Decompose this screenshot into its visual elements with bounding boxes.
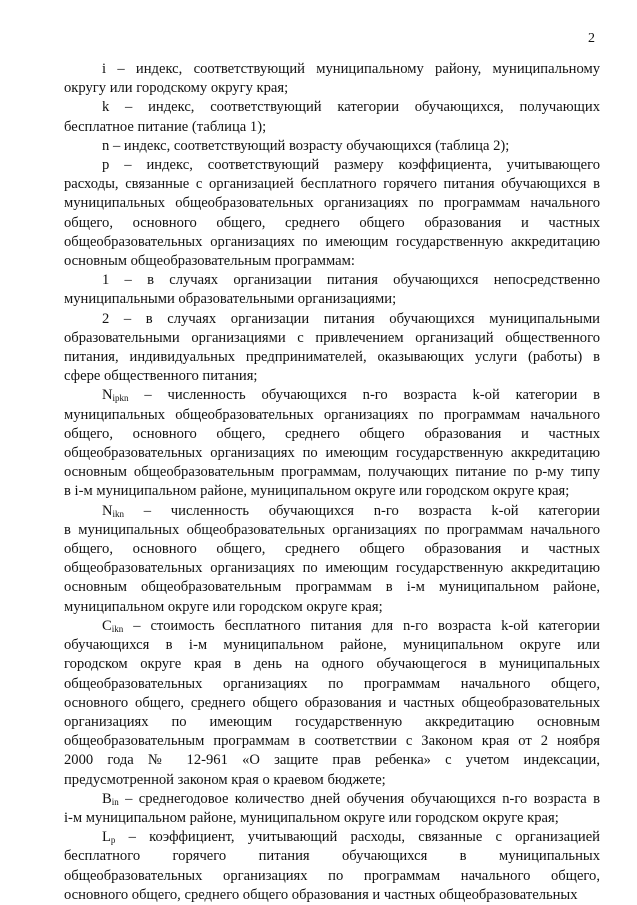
variable-subscript: ikn <box>111 623 124 634</box>
variable-subscript: ikn <box>112 508 125 519</box>
variable-symbol: $L_p$ <box>102 829 116 846</box>
text-line: 2000 года № 12-961 «О защите прав ребенка» с учетом индексации, <box>64 752 600 769</box>
paragraph <box>64 828 600 905</box>
variable-subscript: ipkn <box>112 393 129 404</box>
text-line: округу или городскому округу края; <box>64 80 289 97</box>
text-line: 2 – в случаях организации питания обучающихся муниципальными <box>102 310 600 327</box>
document-body <box>64 60 600 905</box>
text-line: общего, основного общего, среднего общего образования и частных <box>64 214 600 231</box>
text-line: p – индекс, соответствующий размеру коэффициента, учитывающего <box>102 157 600 174</box>
text-line: $N_{ikn}$ – численность обучающихся n-го возраста k-ой категории <box>102 502 600 519</box>
text-line: бесплатного горячего питания обучающихся в муниципальных <box>64 848 600 865</box>
text-line: расходы, связанные с организацией бесплатного горячего питания обучающихся в <box>64 176 600 193</box>
paragraph <box>64 271 600 309</box>
text-line: основным общеобразовательным программам в i-м муниципальном районе, <box>64 579 600 596</box>
text-line: общеобразовательных организациях по имеющим государственную аккредитацию <box>64 560 600 577</box>
text-line: $N_{ipkn}$ – численность обучающихся n-го возраста k-ой категории в <box>102 387 600 404</box>
paragraph <box>64 502 600 617</box>
text-line: общеобразовательных организациях по имеющим государственную аккредитацию <box>64 233 600 250</box>
paragraph <box>64 617 600 790</box>
text-line: общеобразовательных организациях по программам начального общего, <box>64 867 600 884</box>
text-line: муниципальном округе или городском округе края; <box>64 598 383 615</box>
text-line: i-м муниципальном районе, муниципальном округе или городском округе края; <box>64 809 559 826</box>
text-line: общеобразовательных организациях по имеющим государственную аккредитацию <box>64 445 600 462</box>
paragraph <box>64 386 600 501</box>
text-line: обучающихся в i-м муниципальном районе, муниципальном округе или <box>64 637 600 654</box>
paragraph <box>64 60 600 98</box>
paragraph <box>64 310 600 387</box>
paragraph <box>64 156 600 271</box>
text-line: в муниципальных общеобразовательных организациях по программам начального <box>64 521 600 538</box>
text-line: общеобразовательным программам в соответствии с Законом края от 2 ноября <box>64 733 600 750</box>
text-line: общего, основного общего, среднего общего образования и частных <box>64 425 600 442</box>
text-line: основного общего, среднего общего образования и частных общеобразовательных <box>64 694 600 711</box>
text-line: в i-м муниципальном районе, муниципальном округе или городском округе края; <box>64 483 570 500</box>
text-line: питания, индивидуальных предпринимателей, оказывающих услуги (работы) в <box>64 349 600 366</box>
text-line: основным общеобразовательным программам, получающих питание по p-му типу <box>64 464 600 481</box>
text-line: i – индекс, соответствующий муниципальному району, муниципальному <box>102 61 600 77</box>
paragraph <box>64 790 600 828</box>
variable-symbol: $N_{ikn}$ <box>102 502 125 519</box>
text-line: бесплатное питание (таблица 1); <box>64 118 267 135</box>
page-number: 2 <box>588 31 595 46</box>
text-line: 1 – в случаях организации питания обучающихся непосредственно <box>102 272 600 289</box>
text-line: общего, основного общего, среднего общего образования и частных <box>64 541 600 558</box>
text-line: n – индекс, соответствующий возрасту обучающихся (таблица 2); <box>102 137 510 154</box>
text-line: основного общего, среднего общего образования и частных общеобразовательных <box>64 886 578 903</box>
variable-symbol: $N_{ipkn}$ <box>102 387 129 404</box>
variable-subscript: p <box>110 835 116 846</box>
text-line: основным общеобразовательным программам: <box>64 253 355 270</box>
variable-symbol: $C_{ikn}$ <box>102 617 124 634</box>
text-line: $L_p$ – коэффициент, учитывающий расходы, связанные с организацией <box>102 829 600 846</box>
text-line: муниципальных общеобразовательных организациях по программам начального <box>64 406 600 423</box>
variable-subscript: in <box>111 796 119 807</box>
text-line: $B_{in}$ – среднегодовое количество дней обучения обучающихся n-го возраста в <box>102 790 600 807</box>
text-line: городском округе края в день на одного обучающегося в муниципальных <box>64 656 600 673</box>
text-line: муниципальных общеобразовательных организациях по программам начального <box>64 195 600 212</box>
text-line: организациях по имеющим государственную аккредитацию основным <box>64 713 600 730</box>
paragraph <box>64 98 600 136</box>
text-line: общеобразовательных организациях по программам начального общего, <box>64 675 600 692</box>
text-line: $C_{ikn}$ – стоимость бесплатного питания для n-го возраста k-ой категории <box>102 617 600 634</box>
text-line: сфере общественного питания; <box>64 368 258 385</box>
text-line: образовательными организациями с привлечением организаций общественного <box>64 329 600 346</box>
text-line: предусмотренной законом края о краевом бюджете; <box>64 771 386 788</box>
text-line: муниципальными образовательными организациями; <box>64 291 397 308</box>
text-line: k – индекс, соответствующий категории обучающихся, получающих <box>102 99 600 116</box>
variable-symbol: $B_{in}$ <box>102 790 119 807</box>
paragraph <box>64 137 600 156</box>
